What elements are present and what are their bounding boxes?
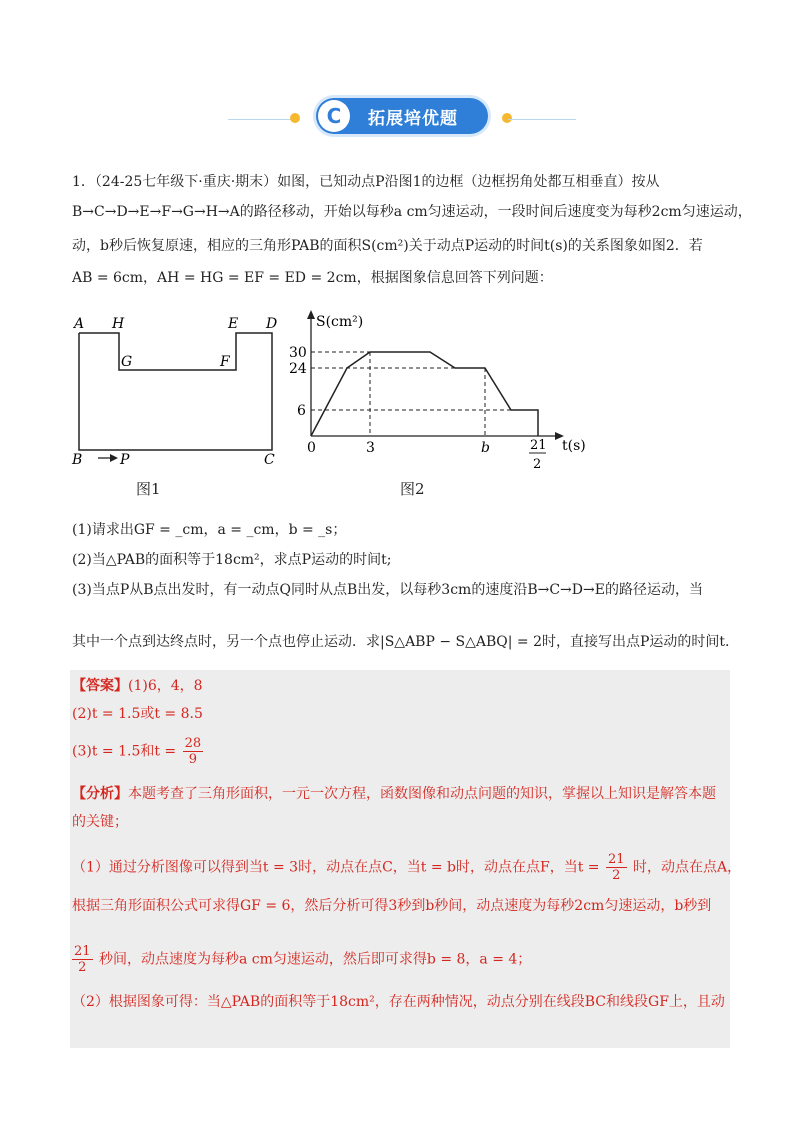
analysis-line-4: 根据三角形面积公式可求得GF = 6，然后分析可得3秒到b秒间，动点速度为每秒2cm匀速运动，b秒到 — [72, 898, 712, 914]
answer-part-1: (1)6，4，8 — [128, 678, 203, 694]
banner-line-right — [508, 119, 576, 120]
question-part-3b: 其中一个点到达终点时，另一个点也停止运动．求|S△ABP − S△ABQ| = 2时，直接写出点P运动的时间t. — [72, 634, 730, 650]
y-tick-30: 30 — [289, 345, 307, 361]
x-tick-end-num: 21 — [530, 438, 547, 453]
y-axis-label: S(cm²) — [316, 314, 364, 330]
label-B: B — [72, 452, 83, 468]
analysis-line-3 — [72, 852, 742, 883]
arrow-head — [110, 454, 118, 462]
analysis-tag: 【分析】 — [72, 786, 128, 802]
y-tick-6: 6 — [297, 403, 306, 419]
analysis-p5-fraction: $\frac{21}{2}$ — [74, 944, 91, 975]
banner-letter: C — [318, 100, 350, 132]
banner-title: 拓展培优题 — [368, 109, 458, 129]
label-A: A — [74, 316, 85, 332]
x-axis-label: t(s) — [562, 438, 586, 454]
label-E: E — [228, 316, 239, 332]
area-time-curve — [311, 352, 538, 436]
question-part-2: (2)当△PAB的面积等于18cm²，求点P运动的时间t; — [72, 552, 392, 568]
figure-1 — [66, 312, 286, 472]
x-tick-end-den: 2 — [533, 457, 542, 472]
question-part-1: (1)请求出GF = _cm，a = _cm，b = _s； — [72, 522, 347, 538]
banner-dot-left — [290, 113, 300, 123]
analysis-p5: 秒间，动点速度为每秒a cm匀速运动，然后即可求得b = 8，a = 4； — [99, 951, 532, 968]
answer-tag: 【答案】 — [72, 678, 128, 694]
analysis-p3a: （1）通过分析图像可以得到当t = 3时，动点在点C，当t = b时，动点在点F，当t = — [72, 859, 600, 876]
answer-part-3-prefix: (3)t = 1.5和t = — [72, 743, 177, 760]
figure-1-caption: 图1 — [136, 480, 161, 498]
question-line-3: 动，b秒后恢复原速，相应的三角形PAB的面积S(cm²)关于动点P运动的时间t(s)的关系图象如图2．若 — [72, 238, 703, 254]
label-G: G — [121, 354, 133, 370]
question-part-3a: (3)当点P从B点出发时，有一动点Q同时从点B出发，以每秒3cm的速度沿B→C→D→E的路径运动，当 — [72, 582, 703, 598]
figure-2-caption: 图2 — [400, 480, 425, 498]
label-D: D — [266, 316, 278, 332]
analysis-line-6: （2）根据图象可得：当△PAB的面积等于18cm²，存在两种情况，动点分别在线段BC和线段GF上，且动 — [72, 994, 725, 1010]
banner-dot-right — [502, 113, 512, 123]
analysis-line-2: 的关键； — [72, 814, 128, 830]
question-line-4: AB = 6cm，AH = HG = EF = ED = 2cm，根据图象信息回答下列问题： — [72, 270, 553, 286]
figure-2 — [280, 304, 600, 476]
answer-part-2: (2)t = 1.5或t = 8.5 — [72, 706, 203, 722]
x-tick-3: 3 — [366, 440, 375, 456]
answer-line-3 — [72, 736, 732, 767]
section-banner — [0, 96, 800, 142]
dashed-guides — [311, 352, 538, 436]
x-tick-0: 0 — [307, 440, 316, 456]
analysis-line-5 — [72, 944, 732, 975]
y-axis-arrow — [307, 310, 315, 319]
analysis-p3b: 时，动点在点A， — [632, 859, 742, 876]
figure-1-frame — [79, 333, 272, 450]
analysis-p3-fraction: $\frac{21}{2}$ — [607, 852, 625, 883]
y-tick-24: 24 — [289, 361, 307, 377]
analysis-line-1 — [72, 784, 732, 804]
analysis-p1: 本题考查了三角形面积，一元一次方程，函数图像和动点问题的知识，掌握以上知识是解答本题 — [128, 786, 716, 802]
answer-line-1 — [72, 676, 732, 696]
label-F: F — [220, 354, 230, 370]
question-line-1: 1．（24-25七年级下·重庆·期末）如图，已知动点P沿图1的边框（边框拐角处都互相垂直）按从 — [72, 174, 660, 190]
x-tick-b: b — [481, 440, 490, 456]
question-line-2: B→C→D→E→F→G→H→A的路径移动，开始以每秒a cm匀速运动，一段时间后速度变为每秒2cm匀速运动， — [72, 204, 752, 220]
label-C: C — [264, 452, 275, 468]
banner-line-left — [228, 119, 296, 120]
answer-part-3-fraction: $\frac{28}{9}$ — [184, 736, 202, 767]
label-P: P — [120, 452, 130, 468]
label-H: H — [112, 316, 125, 332]
